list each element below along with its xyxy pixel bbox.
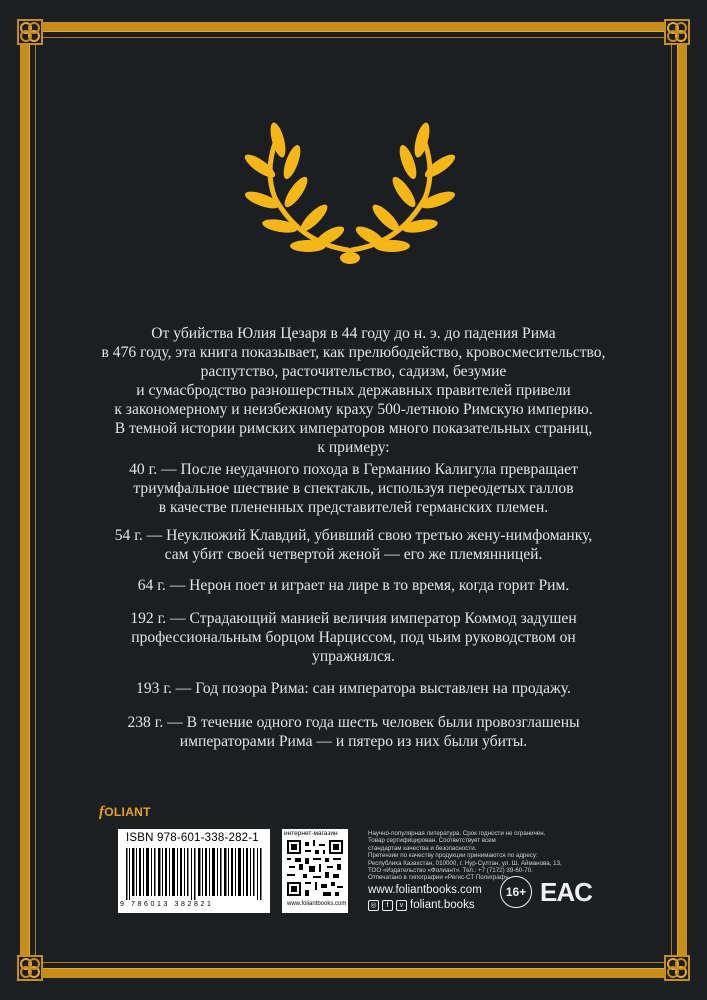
eac-mark: EAC: [540, 877, 592, 907]
legal-line: Научно-популярная литература. Срок годности не ограничен.: [368, 830, 546, 837]
vk-icon: v: [396, 900, 407, 911]
intro-line: к закономерному и неизбежному краху 500-летнюю Римскую империю.: [114, 401, 593, 418]
corner-knot-icon: [664, 955, 690, 981]
entry-line: 40 г. — После неудачного похода в Германию Калигула превращает: [129, 461, 578, 478]
intro-line: и сумасбродство разношерстных державных правителей привели: [136, 382, 571, 399]
legal-info: [368, 830, 578, 882]
intro-paragraph: [0, 324, 707, 457]
barcode-icon: [124, 848, 264, 900]
laurel-wreath-icon: [230, 118, 470, 278]
entry-line: в качестве плененных представителей германских племен.: [158, 499, 549, 516]
corner-knot-icon: [664, 19, 690, 45]
barcode-digits: 9 786013 382821: [120, 901, 214, 908]
entry-line: 193 г. — Год позора Рима: сан императора выставлен на продажу.: [136, 680, 571, 697]
qr-code-icon[interactable]: [287, 840, 343, 896]
qr-top-label: интернет-магазин: [284, 830, 338, 837]
qr-bottom-label: www.foliantbooks.com: [287, 901, 347, 907]
timeline-entry: [0, 526, 707, 564]
corner-knot-icon: [17, 19, 43, 45]
entry-line: сам убит своей четвертой женой — его же племянницей.: [164, 546, 543, 563]
timeline-entry: [0, 576, 707, 595]
entry-line: 64 г. — Нерон поет и играет на лире в то время, когда горит Рим.: [137, 577, 570, 594]
intro-line: к примеру:: [317, 439, 390, 456]
legal-line: ТОО «Издательство «Фолиант». Тел.: +7 (7172) 39-60-70.: [368, 867, 533, 875]
entry-line: императорами Рима — и пятеро из них были убиты.: [179, 733, 528, 750]
social-links[interactable]: [368, 899, 475, 911]
entry-line: 54 г. — Неуклюжий Клавдий, убивший свою третью жену-нимфоманку,: [114, 527, 593, 544]
timeline-entry: [0, 609, 707, 666]
instagram-icon: ◎: [368, 900, 379, 911]
corner-knot-icon: [17, 955, 43, 981]
publisher-logo-f: f: [99, 804, 105, 820]
isbn-text: ISBN 978-601-338-282-1: [126, 832, 259, 844]
age-rating-badge: 16+: [500, 876, 532, 908]
legal-line: стандартам качества и безопасности.: [368, 844, 477, 852]
intro-line: От убийства Юлия Цезаря в 44 году до н. э. до падения Рима: [151, 325, 556, 342]
timeline-entry: [0, 713, 707, 751]
entry-line: профессиональным борцом Нарциссом, под чьим руководством он: [131, 629, 576, 646]
intro-line: распутство, расточительство, садизм, безумие: [200, 363, 507, 380]
timeline-entry: [0, 460, 707, 517]
publisher-logo: [99, 804, 151, 821]
legal-line: Претензии по качеству продукции принимаются по адресу:: [368, 852, 538, 860]
legal-line: Отпечатано в типографии «Регис-СТ Полиграф».: [368, 874, 511, 882]
intro-line: в 476 году, эта книга показывает, как прелюбодейство, кровосмесительство,: [101, 344, 606, 361]
website-link[interactable]: www.foliantbooks.com: [368, 884, 482, 896]
social-handle: foliant.books: [410, 899, 475, 911]
legal-line: Товар сертифицирован. Соответствует всем: [368, 837, 496, 845]
facebook-icon: f: [382, 900, 393, 911]
entry-line: 238 г. — В течение одного года шесть человек были провозглашены: [127, 714, 580, 731]
legal-line: Республика Казахстан, 010000, г. Нур-Султан, ул. Ш. Айманова, 13,: [368, 859, 562, 867]
entry-line: 192 г. — Страдающий манией величия император Коммод задушен: [130, 610, 577, 627]
timeline-entry: [0, 679, 707, 698]
entry-line: упражнялся.: [312, 648, 395, 665]
publisher-logo-text: OLIANT: [104, 805, 151, 819]
entry-line: триумфальное шествие в спектакль, используя переодетых галлов: [133, 480, 574, 497]
intro-line: В темной истории римских императоров много показательных страниц,: [114, 420, 593, 437]
